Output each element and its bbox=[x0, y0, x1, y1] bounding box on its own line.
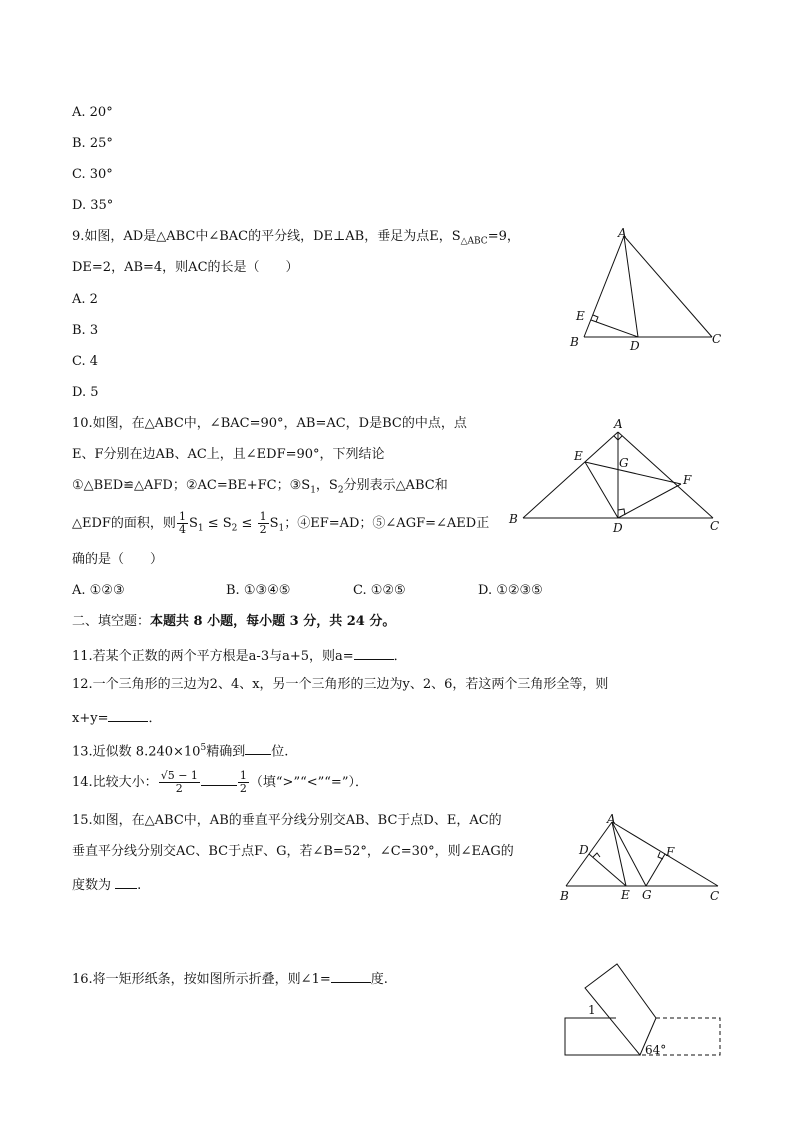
q10-triangle-figure bbox=[505, 414, 730, 539]
q10-label-f: F bbox=[683, 473, 692, 487]
q12-suffix: ． bbox=[148, 711, 162, 726]
q11-text: 11.若某个正数的两个平方根是a-3与a+5，则a= bbox=[72, 649, 354, 664]
q10-frac1-num: 1 bbox=[178, 510, 186, 523]
q12-question-line2 bbox=[72, 707, 161, 728]
q8-option-d: D. 35° bbox=[72, 198, 114, 213]
q13-suffix: 位. bbox=[271, 744, 289, 760]
q9-option-d: D. 5 bbox=[72, 385, 99, 400]
q14-suffix: （填“>”“<”“=”）． bbox=[249, 775, 368, 790]
q10-line4-f: ；④EF=AD；⑤∠AGF=∠AED正 bbox=[284, 516, 490, 531]
q9-option-a: A. 2 bbox=[72, 292, 98, 307]
q9-text-b: =9， bbox=[487, 229, 520, 244]
q14-answer-blank[interactable] bbox=[201, 771, 237, 786]
q15-answer-blank[interactable] bbox=[115, 874, 137, 889]
q10-line3-sub1: 1 bbox=[310, 485, 316, 496]
q10-label-a: A bbox=[614, 417, 623, 431]
q13-prefix: 13.近似数 8.240×10 bbox=[72, 744, 201, 760]
q14-frac2-den: 2 bbox=[239, 782, 247, 795]
q14-prefix: 14.比较大小： bbox=[72, 775, 158, 790]
q15-label-b: B bbox=[560, 889, 569, 903]
q8-option-a: A. 20° bbox=[72, 105, 113, 120]
q9-option-c: C. 4 bbox=[72, 354, 99, 369]
q10-fraction-2 bbox=[258, 511, 269, 536]
q10-line4-b-sub: 1 bbox=[197, 523, 204, 534]
q15-label-c: C bbox=[710, 889, 720, 903]
q10-line4-a: △EDF的面积，则 bbox=[72, 516, 176, 531]
q9-text-a: 9.如图，AD是△ABC中∠BAC的平分线，DE⊥AB，垂足为点E，S bbox=[72, 229, 461, 244]
q9-subscript: △ABC bbox=[460, 236, 488, 247]
q15-triangle-figure bbox=[550, 810, 730, 905]
q10-frac2-num: 1 bbox=[259, 510, 267, 523]
q14-frac1-num: √5 − 1 bbox=[160, 769, 198, 782]
q10-frac2-den: 2 bbox=[259, 523, 267, 536]
q10-line4-d: ≤ bbox=[237, 516, 257, 531]
q8-option-b: B. 25° bbox=[72, 136, 113, 151]
q13-mid: 精确到 bbox=[206, 744, 246, 760]
q14-fraction-2 bbox=[238, 770, 249, 795]
q13-exponent: 5 bbox=[200, 743, 207, 753]
q9-label-d: D bbox=[630, 339, 640, 353]
q10-fraction-1 bbox=[177, 511, 188, 536]
q10-question-line4 bbox=[72, 511, 489, 538]
q10-line4-c: ≤ S bbox=[203, 516, 232, 531]
q10-question-line2: E、F分别在边AB、AC上，且∠EDF=90°，下列结论 bbox=[72, 447, 385, 462]
q9-label-e: E bbox=[576, 309, 585, 323]
q13-answer-blank[interactable] bbox=[245, 740, 271, 755]
q10-option-d: D. ①②③⑤ bbox=[478, 583, 543, 598]
q14-frac2-num: 1 bbox=[239, 769, 247, 782]
q9-label-c: C bbox=[712, 332, 722, 346]
q11-answer-blank[interactable] bbox=[354, 645, 394, 660]
q10-label-c: C bbox=[710, 519, 720, 533]
section-2-heading bbox=[72, 613, 395, 631]
q16-text: 16.将一矩形纸条，按如图所示折叠，则∠1= bbox=[72, 972, 331, 987]
q10-line3-sub2: 2 bbox=[337, 485, 344, 496]
q15-question-line1: 15.如图，在△ABC中，AB的垂直平分线分别交AB、BC于点D、E，AC的 bbox=[72, 813, 502, 828]
q10-question-line1: 10.如图，在△ABC中，∠BAC=90°，AB=AC，D是BC的中点，点 bbox=[72, 416, 467, 431]
q10-line4-c-sub: 2 bbox=[231, 523, 238, 534]
q10-label-e: E bbox=[574, 449, 583, 463]
q15-question-line2: 垂直平分线分别交AC、BC于点F、G，若∠B=52°，∠C=30°，则∠EAG的 bbox=[72, 844, 514, 859]
q10-line3-b: ，S bbox=[315, 478, 338, 493]
q9-label-b: B bbox=[570, 335, 579, 349]
section-2-bold-text: 本题共 8 小题，每小题 3 分，共 24 分。 bbox=[150, 614, 396, 629]
q10-label-g: G bbox=[619, 456, 629, 470]
q10-line4-b: S bbox=[188, 516, 198, 531]
q12-question-line1: 12.一个三角形的三边为2、4、x，另一个三角形的三边为y、2、6，若这两个三角形全等，则 bbox=[72, 677, 609, 692]
q15-suffix: . bbox=[137, 878, 142, 893]
q9-question-line2: DE=2，AB=4，则AC的长是（ ） bbox=[72, 260, 299, 275]
q8-option-c: C. 30° bbox=[72, 167, 113, 182]
q16-angle-64-label: 64° bbox=[645, 1043, 667, 1057]
q10-label-d: D bbox=[613, 521, 623, 535]
q15-label-d: D bbox=[579, 843, 589, 857]
section-2-prefix: 二、填空题： bbox=[72, 614, 151, 629]
q11-suffix: ． bbox=[393, 649, 407, 664]
q16-question bbox=[72, 968, 388, 989]
q13-question bbox=[72, 739, 288, 761]
q15-label-g: G bbox=[642, 888, 652, 902]
q10-line4-e: S bbox=[269, 516, 279, 531]
q15-question-line3 bbox=[72, 874, 141, 895]
q16-folded-strip-figure bbox=[560, 958, 730, 1060]
q10-question-line5: 确的是（ ） bbox=[72, 552, 164, 567]
q10-line3-c: 分别表示△ABC和 bbox=[343, 478, 448, 493]
q14-frac1-den: 2 bbox=[175, 782, 183, 795]
q10-question-line3 bbox=[72, 477, 448, 500]
q9-triangle-figure bbox=[560, 224, 730, 356]
q15-label-f: F bbox=[666, 845, 675, 859]
q10-option-c: C. ①②⑤ bbox=[353, 583, 406, 598]
q9-option-b: B. 3 bbox=[72, 323, 99, 338]
q9-question-line1 bbox=[72, 228, 520, 251]
q14-fraction-1 bbox=[159, 770, 200, 795]
q12-text: x+y= bbox=[72, 711, 109, 726]
q15-label-e: E bbox=[621, 888, 630, 902]
q16-angle-1-label: 1 bbox=[588, 1003, 596, 1017]
q10-option-b: B. ①③④⑤ bbox=[226, 583, 291, 598]
q11-question bbox=[72, 645, 407, 666]
q10-frac1-den: 4 bbox=[178, 523, 186, 536]
q15-label-a: A bbox=[607, 812, 616, 826]
q9-label-a: A bbox=[618, 226, 627, 240]
q16-suffix: 度. bbox=[370, 972, 388, 987]
q10-option-a: A. ①②③ bbox=[72, 583, 125, 598]
q10-line3-a: ①△BED≌△AFD；②AC=BE+FC；③S bbox=[72, 478, 311, 493]
q16-answer-blank[interactable] bbox=[331, 968, 371, 983]
q12-answer-blank[interactable] bbox=[108, 707, 148, 722]
q14-question bbox=[72, 770, 368, 795]
q15-text: 度数为 bbox=[72, 878, 112, 893]
q10-line4-e-sub: 1 bbox=[278, 523, 285, 534]
q10-label-b: B bbox=[509, 512, 518, 526]
